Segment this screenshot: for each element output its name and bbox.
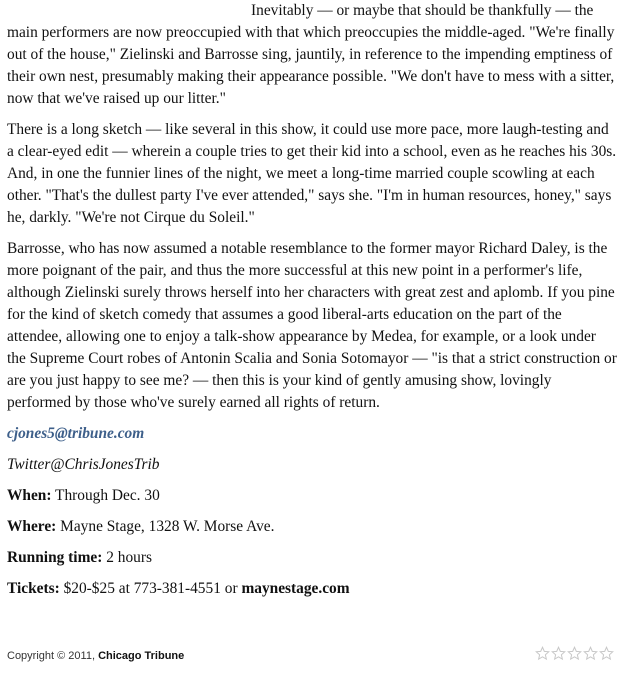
where-value: Mayne Stage, 1328 W. Morse Ave. <box>60 518 275 535</box>
copyright-brand: Chicago Tribune <box>98 650 185 662</box>
star-icon[interactable] <box>599 646 614 661</box>
article-paragraph-3: Barrosse, who has now assumed a notable resemblance to the former mayor Richard Daley, is the more poignant of the pair, and thus the more successful at this new point in a performer's life, although Zielinski surely throws herself into her characters with great zest and aplomb. If you pine for the kind of sketch comedy that assumes a good liberal-arts education on the part of the attendee, allowing one to enjoy a talk-show appearance by Medea, for example, or a look under the Supreme Court robes of Antonin Scalia and Sonia Sotomayor — "is that a strict construction or are you just happy to see me? — then this is your kind of gently amusing show, lovingly performed by those who've surely earned all rights of return. <box>7 240 617 411</box>
running-time-label: Running time: <box>7 549 103 566</box>
author-email-link[interactable]: cjones5@tribune.com <box>7 425 145 442</box>
detail-where <box>7 516 617 538</box>
detail-when <box>7 485 617 507</box>
article-paragraph-2: There is a long sketch — like several in this show, it could use more pace, more laugh-testing and a clear-eyed edit — wherein a couple tries to get their kid into a school, even as he reaches his 30s. And, in one the funnier lines of the night, we meet a long-time married couple scowling at each other. "That's the dullest party I've ever attended," says she. "I'm in human resources, honey," says he, darkly. "We're not Cirque du Soleil." <box>7 121 617 226</box>
article-body <box>7 0 617 609</box>
tickets-label: Tickets: <box>7 580 60 597</box>
tickets-site: maynestage.com <box>241 580 350 597</box>
star-icon[interactable] <box>583 646 598 661</box>
show-details <box>7 485 617 600</box>
author-twitter: Twitter@ChrisJonesTrib <box>7 456 160 473</box>
article-paragraph-1: Inevitably — or maybe that should be thankfully — the main performers are now preoccupied with that which preoccupies the middle-aged. "We're finally out of the house," Zielinski and Barrosse sing, jauntily, in reference to the impending emptiness of their own nest, presumably making their appearance possible. "We don't have to mess with a sitter, now that we've raised up our litter." <box>7 2 615 107</box>
running-time-value: 2 hours <box>106 549 152 566</box>
star-rating[interactable] <box>535 646 614 661</box>
tickets-value: $20-$25 at 773-381-4551 or <box>63 580 238 597</box>
star-icon[interactable] <box>551 646 566 661</box>
detail-running-time <box>7 547 617 569</box>
star-icon[interactable] <box>567 646 582 661</box>
copyright-text: Copyright © 2011, <box>7 650 96 662</box>
when-label: When: <box>7 487 52 504</box>
where-label: Where: <box>7 518 57 535</box>
when-value: Through Dec. 30 <box>55 487 160 504</box>
star-icon[interactable] <box>535 646 550 661</box>
detail-tickets <box>7 578 617 600</box>
copyright-footer <box>7 650 184 662</box>
